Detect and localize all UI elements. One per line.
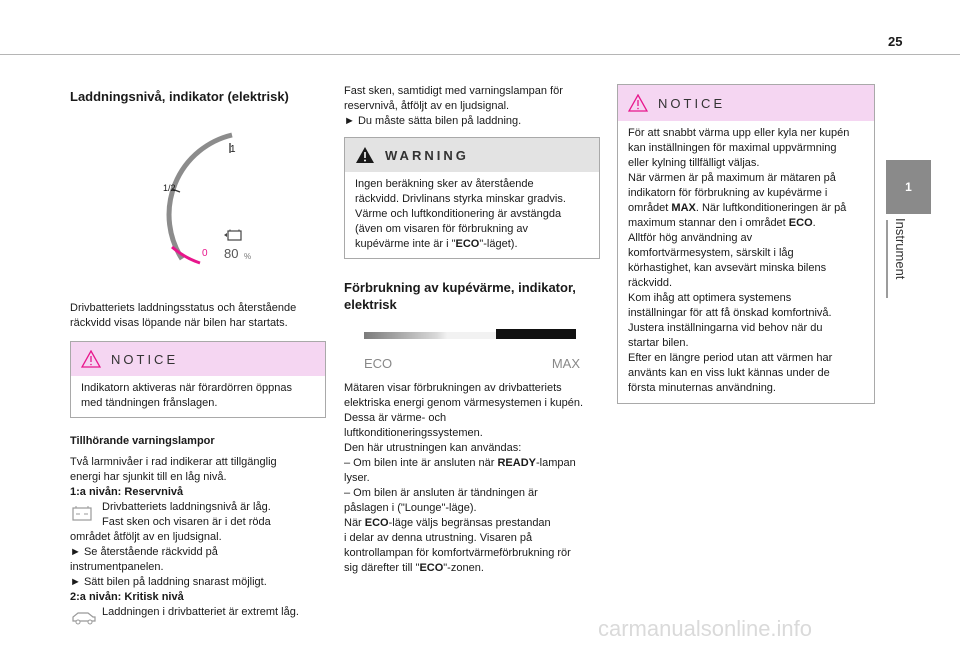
consumption-body-line: När ECO-läge väljs begränsas prestandan <box>344 517 551 529</box>
notice-box-left <box>70 341 326 418</box>
level2-title: 2:a nivån: Kritisk nivå <box>70 591 184 603</box>
notice-triangle-icon <box>81 350 101 368</box>
page-number: 25 <box>888 34 903 49</box>
warning-line: Värme och luftkonditionering är avstängda <box>355 208 562 220</box>
consumption-title: Förbrukning av kupévärme, indikator, <box>344 280 576 295</box>
notice-line: maximum stannar den i området ECO. <box>628 217 816 229</box>
warning-intro-line: Två larmnivåer i rad indikerar att tillgänglig <box>70 456 277 468</box>
car-charging-icon <box>70 608 98 626</box>
consumption-dash-line: – Om bilen inte är ansluten när READY-lampan <box>344 457 576 469</box>
notice-label: NOTICE <box>111 351 179 367</box>
level1-bullet: ► Se återstående räckvidd på <box>70 546 218 558</box>
warning-line: kupévärme inte är i "ECO"-läget). <box>355 238 518 250</box>
notice-line: komfortvärmesystem, särskilt i låg <box>628 247 794 259</box>
notice-line: räckvidd. <box>628 277 673 289</box>
level2-desc-line: Laddningen i drivbatteriet är extremt låg. <box>102 606 299 618</box>
level1-bullet: ► Sätt bilen på laddning snarast möjligt. <box>70 576 267 588</box>
consumption-body-line: sig därefter till "ECO"-zonen. <box>344 562 484 574</box>
notice-triangle-icon <box>628 94 648 112</box>
notice-line: För att snabbt värma upp eller kyla ner kupén <box>628 127 850 139</box>
notice-line: inställningar för att få önskad komfortnivå. <box>628 307 832 319</box>
notice-line: Justera inställningarna vid behov när du <box>628 322 823 334</box>
level1-desc-line: Drivbatteriets laddningsnivå är låg. <box>102 501 271 513</box>
level1-desc-line: Fast sken och visaren är i det röda <box>102 516 271 528</box>
level1-title: 1:a nivån: Reservnivå <box>70 486 184 498</box>
warning-line: räckvidd. Drivlinans styrka minskar gradvis. <box>355 193 566 205</box>
gauge-percent-value: 80 <box>224 246 239 261</box>
gauge-dial <box>142 123 302 271</box>
intro-line: Drivbatteriets laddningsstatus och återstående <box>70 302 297 314</box>
middle-column <box>344 84 602 576</box>
gauge-full-mark: 1 <box>230 144 236 155</box>
side-chapter-tab[interactable] <box>886 160 931 214</box>
notice-line: körhastighet, kan avsevärt minska bilens <box>628 262 827 274</box>
notice-line: startar bilen. <box>628 337 689 349</box>
notice-line: Efter en längre period utan att värmen har <box>628 352 833 364</box>
chapter-number: 1 <box>905 180 912 194</box>
consumption-dash-line: – Om bilen är ansluten är tändningen är <box>344 487 538 499</box>
charge-level-title: Laddningsnivå, indikator (elektrisk) <box>70 89 289 104</box>
consumption-body-line: Mätaren visar förbrukningen av drivbatteriets <box>344 382 562 394</box>
gauge-half-mark: 1/2 <box>163 183 176 193</box>
notice-box-right <box>617 84 875 404</box>
charge-gauge <box>142 123 302 271</box>
consumption-body-line: Dessa är värme- och <box>344 412 447 424</box>
notice-line: När värmen är på maximum är mätaren på <box>628 172 836 184</box>
watermark: carmanualsonline.info <box>598 616 813 641</box>
mid-intro-line: Fast sken, samtidigt med varningslampan för <box>344 85 563 97</box>
max-label: MAX <box>551 356 580 371</box>
eco-max-indicator <box>364 329 580 371</box>
consumption-dash-line: lyser. <box>344 472 370 484</box>
level1-bullet: instrumentpanelen. <box>70 561 164 573</box>
eco-max-bar <box>364 329 576 341</box>
warning-box <box>344 137 600 259</box>
warning-intro-line: energi har sjunkit till en låg nivå. <box>70 471 227 483</box>
right-column <box>617 84 875 404</box>
notice-line: använts kan en viss lukt kännas under de <box>628 367 830 379</box>
consumption-body-line: kontrollampan för komfortvärmeförbrukning rör <box>344 547 571 559</box>
warning-label: WARNING <box>385 147 469 163</box>
level1-desc-line: området åtföljt av en ljudsignal. <box>70 531 222 543</box>
eco-label: ECO <box>364 356 393 371</box>
side-divider <box>886 220 888 298</box>
notice-line: eller kylning tillfälligt väljas. <box>628 157 760 169</box>
mid-intro-line: ► Du måste sätta bilen på laddning. <box>344 115 522 127</box>
notice-line: Kom ihåg att optimera systemens <box>628 292 792 304</box>
low-battery-icon <box>70 503 94 523</box>
notice-label: NOTICE <box>658 95 726 111</box>
consumption-dash-line: påslagen i ("Lounge"-läge). <box>344 502 477 514</box>
consumption-body-line: Den här utrustningen kan användas: <box>344 442 522 454</box>
notice-line: första minuternas användning. <box>628 382 776 394</box>
warning-line: Ingen beräkning sker av återstående <box>355 178 534 190</box>
battery-gauge-icon <box>224 229 244 243</box>
intro-line: räckvidd visas löpande när bilen har startats. <box>70 317 288 329</box>
consumption-body-line: luftkonditioneringssystemen. <box>344 427 483 439</box>
notice-line: Alltför hög användning av <box>628 232 753 244</box>
gauge-percent-unit: % <box>244 252 252 261</box>
consumption-body-line: i delar av denna utrustning. Visaren på <box>344 532 533 544</box>
gauge-zero-mark: 0 <box>202 248 208 259</box>
notice-line: med tändningen frånslagen. <box>81 397 218 409</box>
consumption-title: elektrisk <box>344 297 397 312</box>
notice-line: Indikatorn aktiveras när förardörren öppnas <box>81 382 292 394</box>
notice-line: området MAX. När luftkonditioneringen är på <box>628 202 847 214</box>
warning-lamps-title: Tillhörande varningslampor <box>70 435 215 447</box>
header-divider <box>0 54 960 55</box>
notice-line: kan inställningen för maximal uppvärmning <box>628 142 837 154</box>
consumption-body-line: elektriska energi genom värmesystemen i kupén. <box>344 397 584 409</box>
mid-intro-line: reservnivå, åtföljt av en ljudsignal. <box>344 100 510 112</box>
notice-line: indikatorn för förbrukning av kupévärme i <box>628 187 828 199</box>
warning-line: (även om visaren för förbrukning av <box>355 223 529 235</box>
left-column <box>70 88 328 631</box>
chapter-label: Instrument <box>893 218 908 280</box>
warning-triangle-icon <box>355 146 375 164</box>
